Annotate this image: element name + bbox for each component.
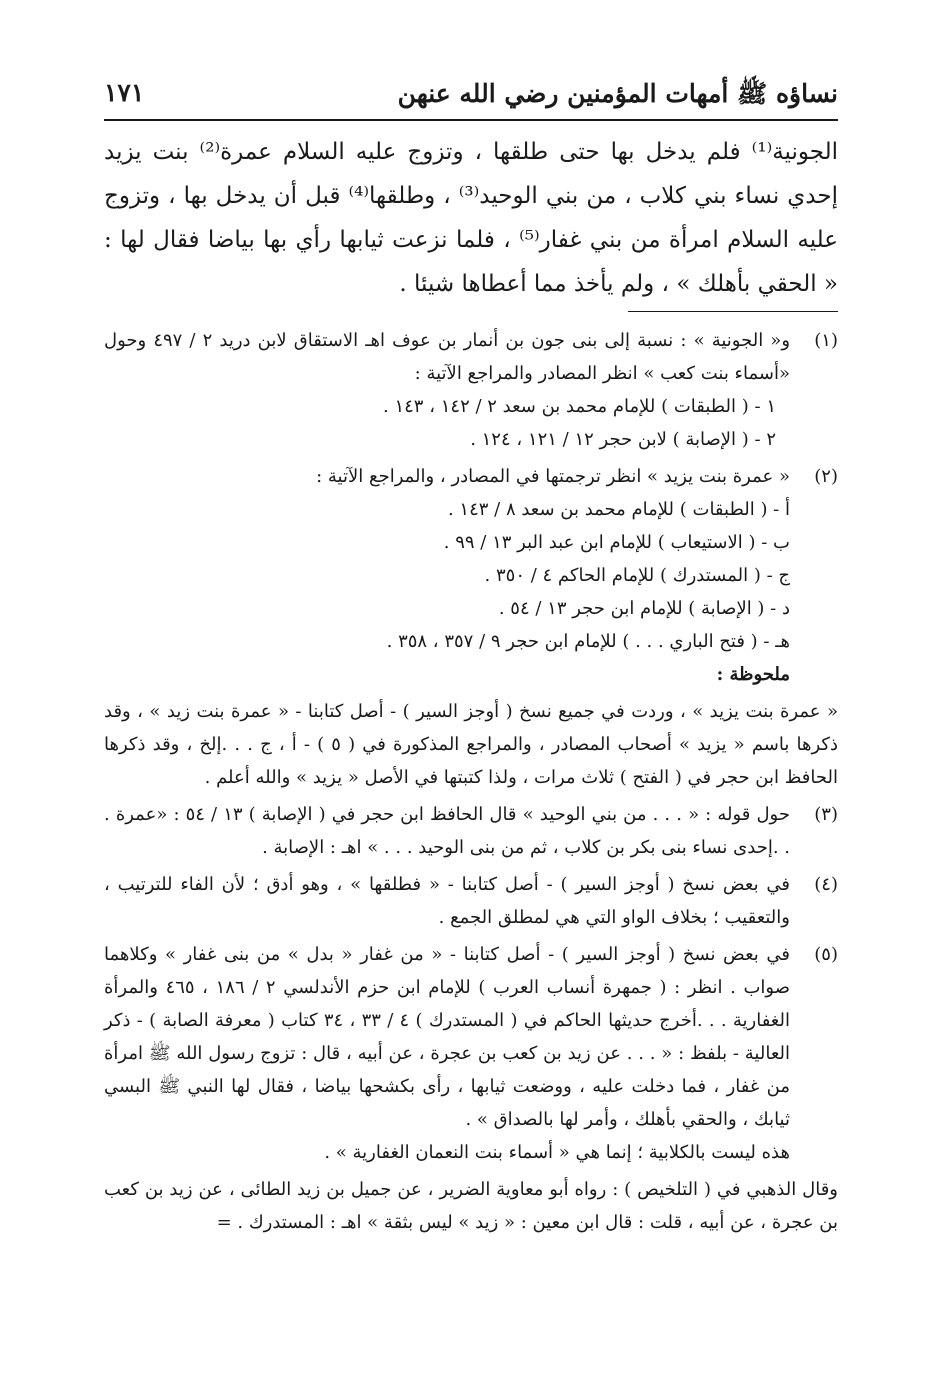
footnote-4 [104, 868, 838, 934]
note-label: ملحوظة : [716, 664, 790, 685]
footnote-text: و« الجونية » : نسبة إلى بنى جون بن أنمار بن عوف اهـ الاستقاق لابن دريد ٢ / ٤٩٧ وحول «أسماء بنت كعب » انظر المصادر والمراجع الآتية : [104, 330, 791, 384]
footnote-number: (٢) [814, 466, 838, 487]
footnote-1 [104, 324, 838, 456]
footnotes [104, 324, 838, 1239]
main-text [104, 130, 838, 306]
reference-item: أ - ( الطبقات ) للإمام محمد بن سعد ٨ / ١٤٣ . [447, 499, 790, 520]
reference-item: ج - ( المستدرك ) للإمام الحاكم ٤ / ٣٥٠ . [484, 565, 790, 586]
footnote-number: (٤) [814, 874, 838, 895]
footnote-5 [104, 938, 838, 1169]
reference-item: ب - ( الاستيعاب ) للإمام ابن عبد البر ١٣ / ٩٩ . [443, 532, 790, 553]
header-title: نساؤه ﷺ أمهات المؤمنين رضي الله عنهن [397, 79, 838, 108]
footnote-separator [628, 311, 838, 312]
note-text: « عمرة بنت يزيد » ، وردت في جميع نسخ ( أوجز السير ) - أصل كتابنا - « عمرة بنت زيد » ، وقد ذكرها باسم « يزيد » أصحاب المصادر ، والمراجع المذكورة في ( ٥ ) - أ ، ج . . .إلخ ، وقد ذكرها الحافظ ابن حجر في ( الفتح ) ثلاث مرات ، ولذا كتبتها في الأصل « يزيد » والله أعلم . [104, 701, 838, 788]
reference-item: ٢ - ( الإصابة ) لابن حجر ١٢ / ١٢١ ، ١٢٤ . [470, 429, 776, 450]
running-header [104, 74, 838, 114]
closing-text: وقال الذهبي في ( التلخيص ) : رواه أبو معاوية الضرير ، عن جميل بن زيد الطائى ، عن زيد بن كعب بن عجرة ، عن أبيه ، قلت : قال ابن معين : « زيد » ليس بثقة » اهـ : المستدرك . = [104, 1179, 838, 1233]
reference-item: ١ - ( الطبقات ) للإمام محمد بن سعد ٢ / ١٤٢ ، ١٤٣ . [383, 396, 776, 417]
page-number: ١٧١ [104, 78, 145, 107]
reference-item: د - ( الإصابة ) للإمام ابن حجر ١٣ / ٥٤ . [498, 598, 790, 619]
footnote-text: في بعض نسخ ( أوجز السير ) - أصل كتابنا - « من غفار « بدل » من بنى غفار » وكلاهما صواب . انظر : ( جمهرة أنساب العرب ) للإمام ابن حزم الأندلسي ٢ / ١٨٦ ، ٤٦٥ والمرأة الغفارية . . .أخرج حديثها الحاكم في ( المستدرك ) ٤ / ٣٣ ، ٣٤ كتاب ( معرفة الصابة ) - ذكر العالية - بلفظ : « . . . عن زيد بن كعب بن عجرة ، عن أبيه ، قال : تزوج رسول الله ﷺ امرأة من غفار ، فما دخلت عليه ، ووضعت ثيابها ، رأى بكشحها بياضا ، فقال لها النبي ﷺ البسي ثيابك ، والحقي بأهلك ، وأمر لها بالصداق » . [104, 944, 790, 1130]
footnote-text: في بعض نسخ ( أوجز السير ) - أصل كتابنا - « فطلقها » ، وهو أدق ؛ لأن الفاء للترتيب ، والتعقيب ؛ بخلاف الواو التي هي لمطلق الجمع . [104, 874, 790, 928]
footnote-3 [104, 798, 838, 864]
footnote-number: (٥) [814, 944, 838, 965]
footnote-text: حول قوله : « . . . من بني الوحيد » قال الحافظ ابن حجر في ( الإصابة ) ١٣ / ٥٤ : «عمرة . . .إحدى نساء بنى بكر بن كلاب ، ثم من بنى الوحيد . . . » اهـ : الإصابة . [104, 804, 790, 858]
footnote-text-continued: هذه ليست بالكلابية ؛ إنما هي « أسماء بنت النعمان الغفارية » . [324, 1142, 790, 1163]
header-rule [104, 119, 838, 121]
reference-item: هـ - ( فتح الباري . . . ) للإمام ابن حجر ٩ / ٣٥٧ ، ٣٥٨ . [386, 631, 790, 652]
footnote-text: « عمرة بنت يزيد » انظر ترجمتها في المصادر ، والمراجع الآتية : [316, 466, 790, 487]
footnote-2 [104, 460, 838, 691]
footnote-number: (١) [814, 330, 838, 351]
main-paragraph: الجونية⁽¹⁾ فلم يدخل بها حتى طلقها ، وتزوج عليه السلام عمرة⁽²⁾ بنت يزيد إحدي نساء بني كلاب ، من بني الوحيد⁽³⁾ ، وطلقها⁽⁴⁾ قبل أن يدخل بها ، وتزوج عليه السلام امرأة من بني غفار⁽⁵⁾ ، فلما نزعت ثيابها رأي بها بياضا فقال لها : « الحقي بأهلك » ، ولم يأخذ مما أعطاها شيئا . [104, 139, 839, 297]
footnote-number: (٣) [814, 804, 838, 825]
